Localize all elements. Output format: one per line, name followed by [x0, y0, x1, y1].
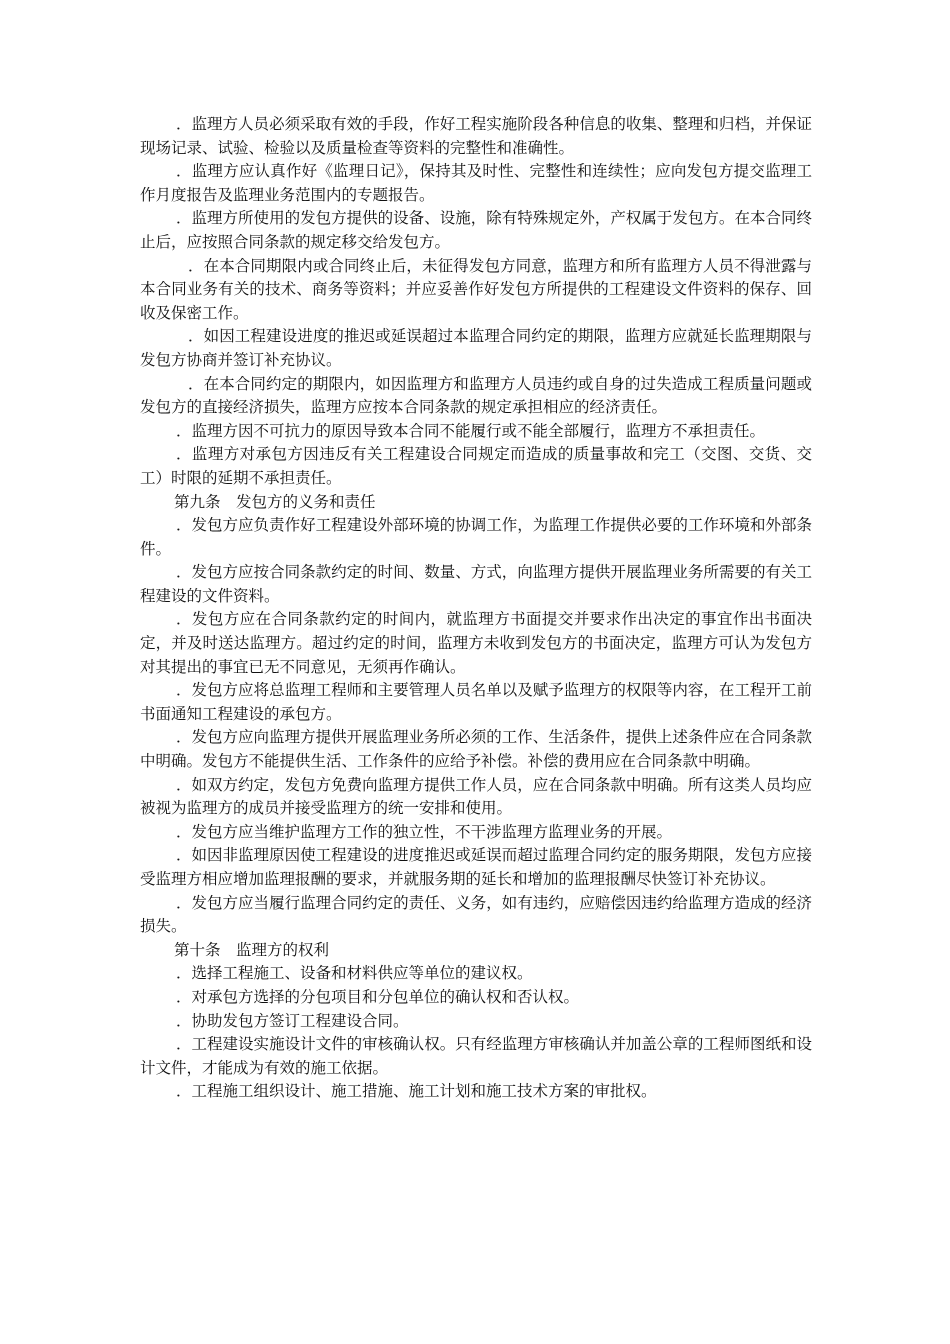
- paragraph-independence: ．发包方应当维护监理方工作的独立性，不干涉监理方监理业务的开展。: [176, 822, 673, 841]
- paragraph-staff-provision: ．如双方约定，发包方免费向监理方提供工作人员，应在合同条款中明确。所有这类人员均应被视为监理方的成员并接受监理方的统一安排和使用。: [140, 775, 812, 818]
- paragraph-compensation: ．发包方应当履行监理合同约定的责任、义务，如有违约，应赔偿因违约给监理方造成的经济损失。: [140, 893, 812, 936]
- paragraph-right-assist: ．协助发包方签订工程建设合同。: [176, 1011, 409, 1030]
- paragraph-working-conditions: ．发包方应向监理方提供开展监理业务所必须的工作、生活条件，提供上述条件应在合同条款中明确。发包方不能提供生活、工作条件的应给予补偿。补偿的费用应在合同条款中明确。: [140, 728, 812, 771]
- paragraph-contractor-delay: ．监理方对承包方因违反有关工程建设合同规定而造成的质量事故和完工（交图、交货、交工）时限的延期不承担责任。: [140, 445, 812, 487]
- paragraph-notify-contractor: ．发包方应将总监理工程师和主要管理人员名单以及赋予监理方的权限等内容，在工程开工前书面通知工程建设的承包方。: [140, 681, 812, 723]
- paragraph-info-records: ．监理方人员必须采取有效的手段，作好工程实施阶段各种信息的收集、整理和归档，并保证现场记录、试验、检验以及质量检查等资料的完整性和准确性。: [140, 115, 812, 157]
- paragraph-written-decision: ．发包方应在合同条款约定的时间内，就监理方书面提交并要求作出决定的事宜作出书面决定，并及时送达监理方。超过约定的时间，监理方未收到发包方的书面决定，监理方可认为发包方对其提出的事宜已无不同意见，无须再作确认。: [140, 610, 812, 676]
- paragraph-documents-provision: ．发包方应按合同条款约定的时间、数量、方式，向监理方提供开展监理业务所需要的有关工程建设的文件资料。: [140, 563, 812, 605]
- paragraph-right-suggest: ．选择工程施工、设备和材料供应等单位的建议权。: [176, 964, 533, 983]
- paragraph-confidentiality: ．在本合同期限内或合同终止后，未征得发包方同意，监理方和所有监理方人员不得泄露与本合同业务有关的技术、商务等资料；并应妥善作好发包方所提供的工程建设文件资料的保存、回收及保密工作。: [140, 256, 812, 322]
- paragraph-schedule-extension: ．如因工程建设进度的推迟或延误超过本监理合同约定的期限，监理方应就延长监理期限与发包方协商并签订补充协议。: [140, 327, 812, 369]
- article-9-heading: 第九条 发包方的义务和责任: [174, 492, 376, 511]
- document-page: [140, 113, 812, 1104]
- paragraph-force-majeure: ．监理方因不可抗力的原因导致本合同不能履行或不能全部履行，监理方不承担责任。: [176, 421, 766, 440]
- paragraph-fee-increase: ．如因非监理原因使工程建设的进度推迟或延误而超过监理合同约定的服务期限，发包方应接受监理方相应增加监理报酬的要求，并就服务期的延长和增加的监理报酬尽快签订补充协议。: [140, 846, 812, 888]
- paragraph-liability-breach: ．在本合同约定的期限内，如因监理方和监理方人员违约或自身的过失造成工程质量问题或发包方的直接经济损失，监理方应按本合同条款的规定承担相应的经济责任。: [140, 374, 812, 417]
- paragraph-external-environment: ．发包方应负责作好工程建设外部环境的协调工作，为监理工作提供必要的工作环境和外部条件。: [140, 516, 812, 558]
- paragraph-right-subcontract: ．对承包方选择的分包项目和分包单位的确认权和否认权。: [176, 987, 580, 1006]
- paragraph-right-design-review: ．工程建设实施设计文件的审核确认权。只有经监理方审核确认并加盖公章的工程师图纸和设计文件，才能成为有效的施工依据。: [140, 1035, 812, 1077]
- article-10-heading: 第十条 监理方的权利: [174, 940, 330, 959]
- paragraph-right-approval: ．工程施工组织设计、施工措施、施工计划和施工技术方案的审批权。: [176, 1082, 657, 1101]
- paragraph-supervision-diary: ．监理方应认真作好《监理日记》，保持其及时性、完整性和连续性；应向发包方提交监理工作月度报告及监理业务范围内的专题报告。: [140, 162, 812, 204]
- paragraph-equipment-ownership: ．监理方所使用的发包方提供的设备、设施，除有特殊规定外，产权属于发包方。在本合同终止后，应按照合同条款的规定移交给发包方。: [140, 209, 812, 251]
